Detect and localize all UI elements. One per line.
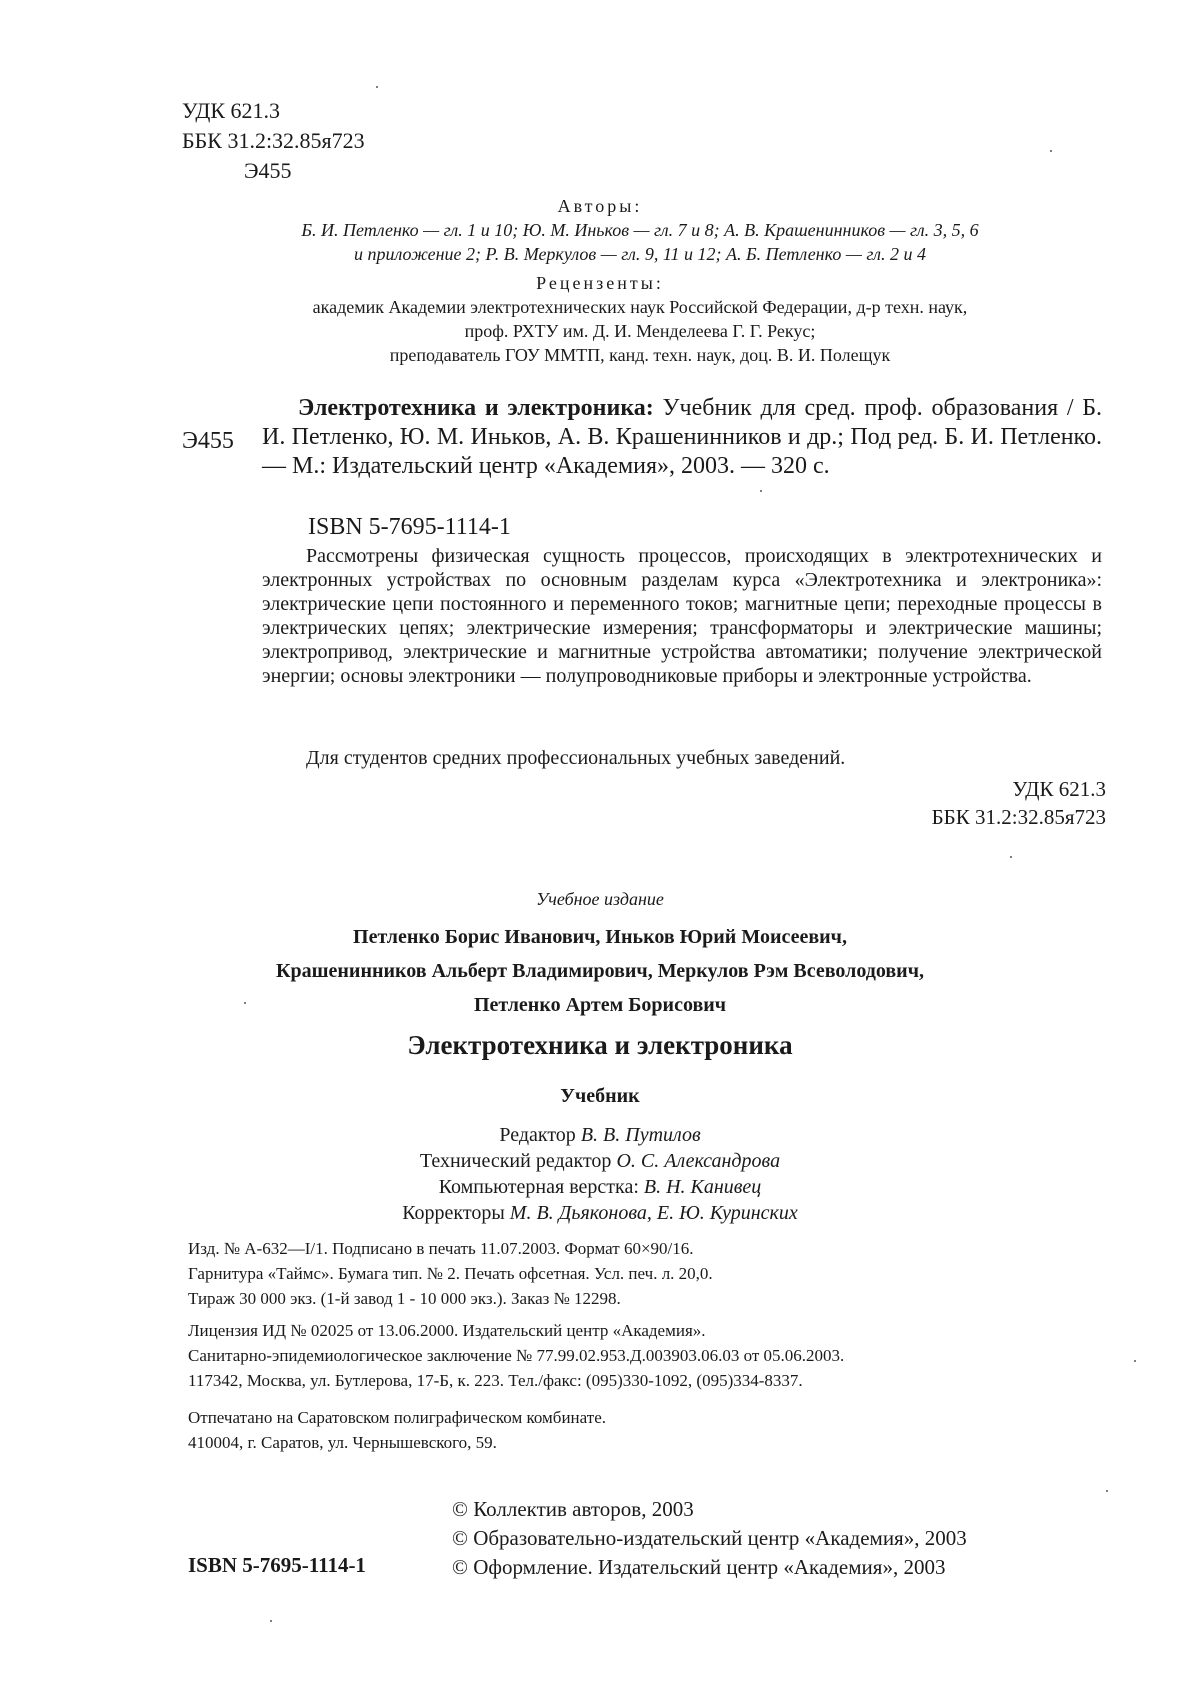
authors-heading: Авторы:: [557, 196, 643, 216]
printer-line-2: 410004, г. Саратов, ул. Чернышевского, 59.: [188, 1433, 497, 1452]
publisher-address: 117342, Москва, ул. Бутлерова, 17-Б, к. 223. Тел./факс: (095)330-1092, (095)334-8337.: [188, 1371, 803, 1390]
biblio-author-code: Э455: [182, 428, 234, 454]
udk-code: УДК 621.3: [182, 98, 281, 123]
audience-text: Для студентов средних профессиональных учебных заведений.: [306, 747, 846, 769]
license-line-2: Санитарно-эпидемиологическое заключение № 77.99.02.953.Д.003903.06.03 от 05.06.2003.: [188, 1346, 845, 1365]
scan-speck: [244, 1002, 246, 1004]
copyright-line-1: © Коллектив авторов, 2003: [452, 1497, 694, 1521]
copyright-block: [452, 1495, 967, 1582]
scan-speck: [270, 1620, 272, 1622]
biblio-classification: [932, 775, 1106, 831]
authors-line-2: и приложение 2; Р. В. Меркулов — гл. 9, 11 и 12; А. Б. Петленко — гл. 2 и 4: [353, 244, 926, 264]
scan-speck: [1010, 856, 1012, 858]
imprint-authors-line-1: Петленко Борис Иванович, Иньков Юрий Моисеевич,: [353, 926, 847, 948]
reviewers-heading: Рецензенты:: [536, 273, 664, 293]
author-code: Э455: [244, 158, 292, 183]
print-specs-line-3: Тираж 30 000 экз. (1-й завод 1 - 10 000 экз.). Заказ № 12298.: [188, 1289, 621, 1308]
print-specs-line-1: Изд. № А-632—I/1. Подписано в печать 11.07.2003. Формат 60×90/16.: [188, 1239, 694, 1258]
book-kind: Учебник: [560, 1085, 640, 1107]
reviewers-list: [170, 295, 1110, 367]
isbn-bottom: ISBN 5-7695-1114-1: [188, 1553, 366, 1577]
printer-line-1: Отпечатано на Саратовском полиграфическом комбинате.: [188, 1408, 606, 1427]
scan-speck: [376, 86, 378, 88]
authors-list: [180, 218, 1100, 266]
layout-line: Компьютерная верстка: В. Н. Канивец: [438, 1176, 762, 1198]
biblio-description: Учебник для сред. проф. образования / Б. И. Петленко, Ю. М. Иньков, А. В. Крашенинников и др.; Под ред. Б. И. Петленко. — М.: Издательский центр «Академия», 2003. — 320 с.: [262, 395, 1103, 479]
classification-block: [182, 96, 365, 186]
scan-speck: [760, 490, 762, 492]
reviewers-line-3: преподаватель ГОУ ММТП, канд. техн. наук, доц. В. И. Полещук: [389, 345, 891, 365]
reviewers-line-2: проф. РХТУ им. Д. И. Менделеева Г. Г. Рекус;: [464, 321, 816, 341]
proofreaders-line: Корректоры М. В. Дьяконова, Е. Ю. Куринских: [402, 1202, 798, 1224]
license-line-1: Лицензия ИД № 02025 от 13.06.2000. Издательский центр «Академия».: [188, 1321, 706, 1340]
tech-editor-line: Технический редактор О. С. Александрова: [419, 1150, 781, 1172]
scan-speck: [1106, 1490, 1108, 1492]
book-title: Электротехника и электроника: [407, 1030, 793, 1060]
edition-type: Учебное издание: [536, 889, 664, 909]
print-specs: [188, 1236, 713, 1311]
biblio-isbn: ISBN 5-7695-1114-1: [308, 514, 511, 540]
imprint-authors-line-3: Петленко Артем Борисович: [473, 994, 727, 1016]
bbk-code: ББК 31.2:32.85я723: [182, 128, 365, 153]
editor-line: Редактор В. В. Путилов: [499, 1124, 701, 1146]
reviewers-line-1: академик Академии электротехнических наук Российской Федерации, д-р техн. наук,: [312, 297, 968, 317]
imprint-authors: [0, 920, 1200, 1022]
biblio-udk: УДК 621.3: [1012, 777, 1106, 801]
biblio-title: Электротехника и электроника:: [298, 395, 654, 421]
annotation-text: Рассмотрены физическая сущность процессов, происходящих в электротехнических и электронных устройствах по основным разделам курса «Электротехника и электроника»: электрические цепи постоянного и переменного токов; магнитные цепи; переходные процессы в электрических цепях; электрические измерения; трансформаторы и электрические машины; электропривод, электрические и магнитные устройства автоматики; получение электрической энергии; основы электроники — полупроводниковые приборы и электронные устройства.: [262, 545, 1102, 687]
editorial-staff: [0, 1122, 1200, 1226]
copyright-line-3: © Оформление. Издательский центр «Академия», 2003: [452, 1555, 946, 1579]
imprint-authors-line-2: Крашенинников Альберт Владимирович, Меркулов Рэм Всеволодович,: [276, 960, 924, 982]
biblio-bbk: ББК 31.2:32.85я723: [931, 805, 1106, 829]
printer-block: [188, 1405, 606, 1455]
bibliographic-record: [262, 394, 1102, 481]
scan-speck: [1050, 150, 1052, 152]
copyright-line-2: © Образовательно-издательский центр «Академия», 2003: [452, 1526, 967, 1550]
print-specs-line-2: Гарнитура «Таймс». Бумага тип. № 2. Печать офсетная. Усл. печ. л. 20,0.: [188, 1264, 713, 1283]
authors-line-1: Б. И. Петленко — гл. 1 и 10; Ю. М. Иньков — гл. 7 и 8; А. В. Крашенинников — гл. 3, 5, 6: [301, 220, 979, 240]
license-block: [188, 1318, 844, 1393]
scan-speck: [1134, 1360, 1136, 1362]
